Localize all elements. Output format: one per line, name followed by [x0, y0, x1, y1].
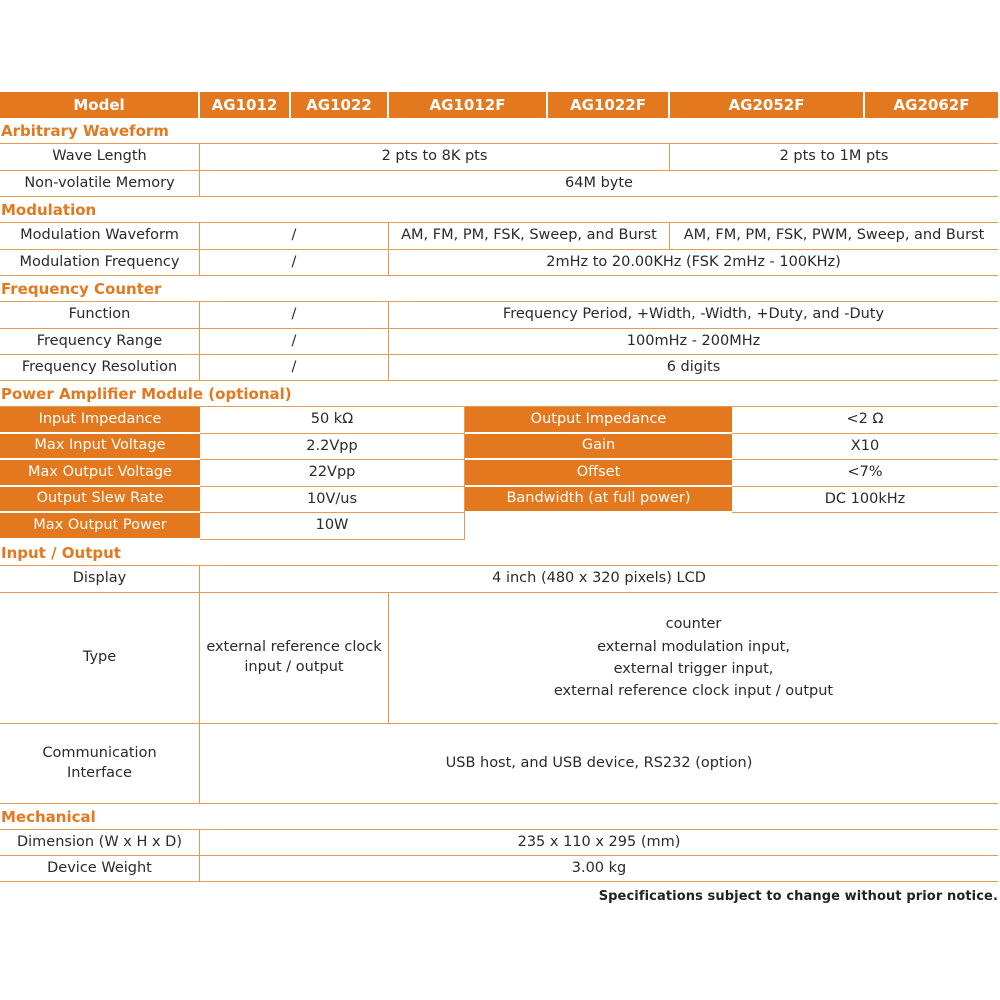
amp-label-gain: Gain — [465, 434, 732, 460]
amp-value-input-impedance: 50 kΩ — [200, 407, 465, 434]
section-power-amplifier: Power Amplifier Module (optional) — [0, 381, 998, 407]
value-modulation-frequency-na: / — [200, 250, 389, 276]
value-frequency-range: 100mHz - 200MHz — [389, 329, 998, 355]
amp-label-output-impedance: Output Impedance — [465, 407, 732, 434]
value-modulation-waveform-ag1f: AM, FM, PM, FSK, Sweep, and Burst — [389, 223, 670, 250]
type-f-line-3: external trigger input, — [613, 661, 774, 677]
value-function: Frequency Period, +Width, -Width, +Duty, and -Duty — [389, 302, 998, 329]
label-frequency-resolution: Frequency Resolution — [0, 355, 200, 381]
value-wave-length-ag1: 2 pts to 8K pts — [200, 144, 670, 171]
label-dimension: Dimension (W x H x D) — [0, 830, 200, 856]
value-modulation-waveform-na: / — [200, 223, 389, 250]
value-frequency-resolution: 6 digits — [389, 355, 998, 381]
amp-value-max-output-power: 10W — [200, 513, 465, 540]
type-f-line-1: counter — [665, 616, 722, 633]
amp-label-bandwidth: Bandwidth (at full power) — [465, 487, 732, 513]
type-f-line-4: external reference clock input / output — [553, 683, 834, 700]
value-display: 4 inch (480 x 320 pixels) LCD — [200, 566, 998, 593]
section-input-output: Input / Output — [0, 540, 998, 566]
amp-value-output-slew-rate: 10V/us — [200, 487, 465, 513]
amp-label-max-output-power: Max Output Power — [0, 513, 200, 540]
value-frequency-range-na: / — [200, 329, 389, 355]
label-function: Function — [0, 302, 200, 329]
value-modulation-waveform-ag2f: AM, FM, PM, FSK, PWM, Sweep, and Burst — [670, 223, 998, 250]
label-frequency-range: Frequency Range — [0, 329, 200, 355]
amp-value-output-impedance: <2 Ω — [732, 407, 998, 434]
header-model: Model — [0, 92, 200, 118]
value-communication-interface: USB host, and USB device, RS232 (option) — [200, 724, 998, 804]
value-type-f-models — [389, 593, 998, 724]
label-modulation-waveform: Modulation Waveform — [0, 223, 200, 250]
header-model-ag1012f: AG1012F — [389, 92, 548, 118]
label-wave-length: Wave Length — [0, 144, 200, 171]
amp-label-max-input-voltage: Max Input Voltage — [0, 434, 200, 460]
comm-label-line-1: Communication — [42, 744, 157, 761]
header-model-ag1022f: AG1022F — [548, 92, 670, 118]
type-ag10-line-2: input / output — [244, 659, 344, 675]
section-arbitrary-waveform: Arbitrary Waveform — [0, 118, 998, 144]
value-device-weight: 3.00 kg — [200, 856, 998, 882]
value-frequency-resolution-na: / — [200, 355, 389, 381]
header-model-ag1022: AG1022 — [291, 92, 389, 118]
value-type-ag10 — [200, 593, 389, 724]
value-non-volatile-memory: 64M byte — [200, 171, 998, 197]
header-model-ag2052f: AG2052F — [670, 92, 865, 118]
type-ag10-line-1: external reference clock — [206, 639, 382, 656]
amp-value-offset: <7% — [732, 460, 998, 487]
comm-label-line-2: Interface — [67, 764, 132, 781]
label-device-weight: Device Weight — [0, 856, 200, 882]
value-modulation-frequency: 2mHz to 20.00KHz (FSK 2mHz - 100KHz) — [389, 250, 998, 276]
value-dimension: 235 x 110 x 295 (mm) — [200, 830, 998, 856]
disclaimer-notice: Specifications subject to change without prior notice. — [598, 889, 998, 904]
value-function-na: / — [200, 302, 389, 329]
spec-table — [0, 92, 998, 882]
label-communication-interface — [0, 724, 200, 804]
amp-label-max-output-voltage: Max Output Voltage — [0, 460, 200, 487]
label-modulation-frequency: Modulation Frequency — [0, 250, 200, 276]
label-non-volatile-memory: Non-volatile Memory — [0, 171, 200, 197]
amp-label-output-slew-rate: Output Slew Rate — [0, 487, 200, 513]
amp-value-bandwidth: DC 100kHz — [732, 487, 998, 513]
value-wave-length-ag2: 2 pts to 1M pts — [670, 144, 998, 171]
header-model-ag2062f: AG2062F — [865, 92, 998, 118]
label-display: Display — [0, 566, 200, 593]
amp-value-gain: X10 — [732, 434, 998, 460]
amp-label-input-impedance: Input Impedance — [0, 407, 200, 434]
type-f-line-2: external modulation input, — [597, 638, 790, 655]
label-type: Type — [0, 593, 200, 724]
header-model-ag1012: AG1012 — [200, 92, 291, 118]
section-mechanical: Mechanical — [0, 804, 998, 830]
section-modulation: Modulation — [0, 197, 998, 223]
amp-label-offset: Offset — [465, 460, 732, 487]
amp-value-max-input-voltage: 2.2Vpp — [200, 434, 465, 460]
section-frequency-counter: Frequency Counter — [0, 276, 998, 302]
amp-value-max-output-voltage: 22Vpp — [200, 460, 465, 487]
